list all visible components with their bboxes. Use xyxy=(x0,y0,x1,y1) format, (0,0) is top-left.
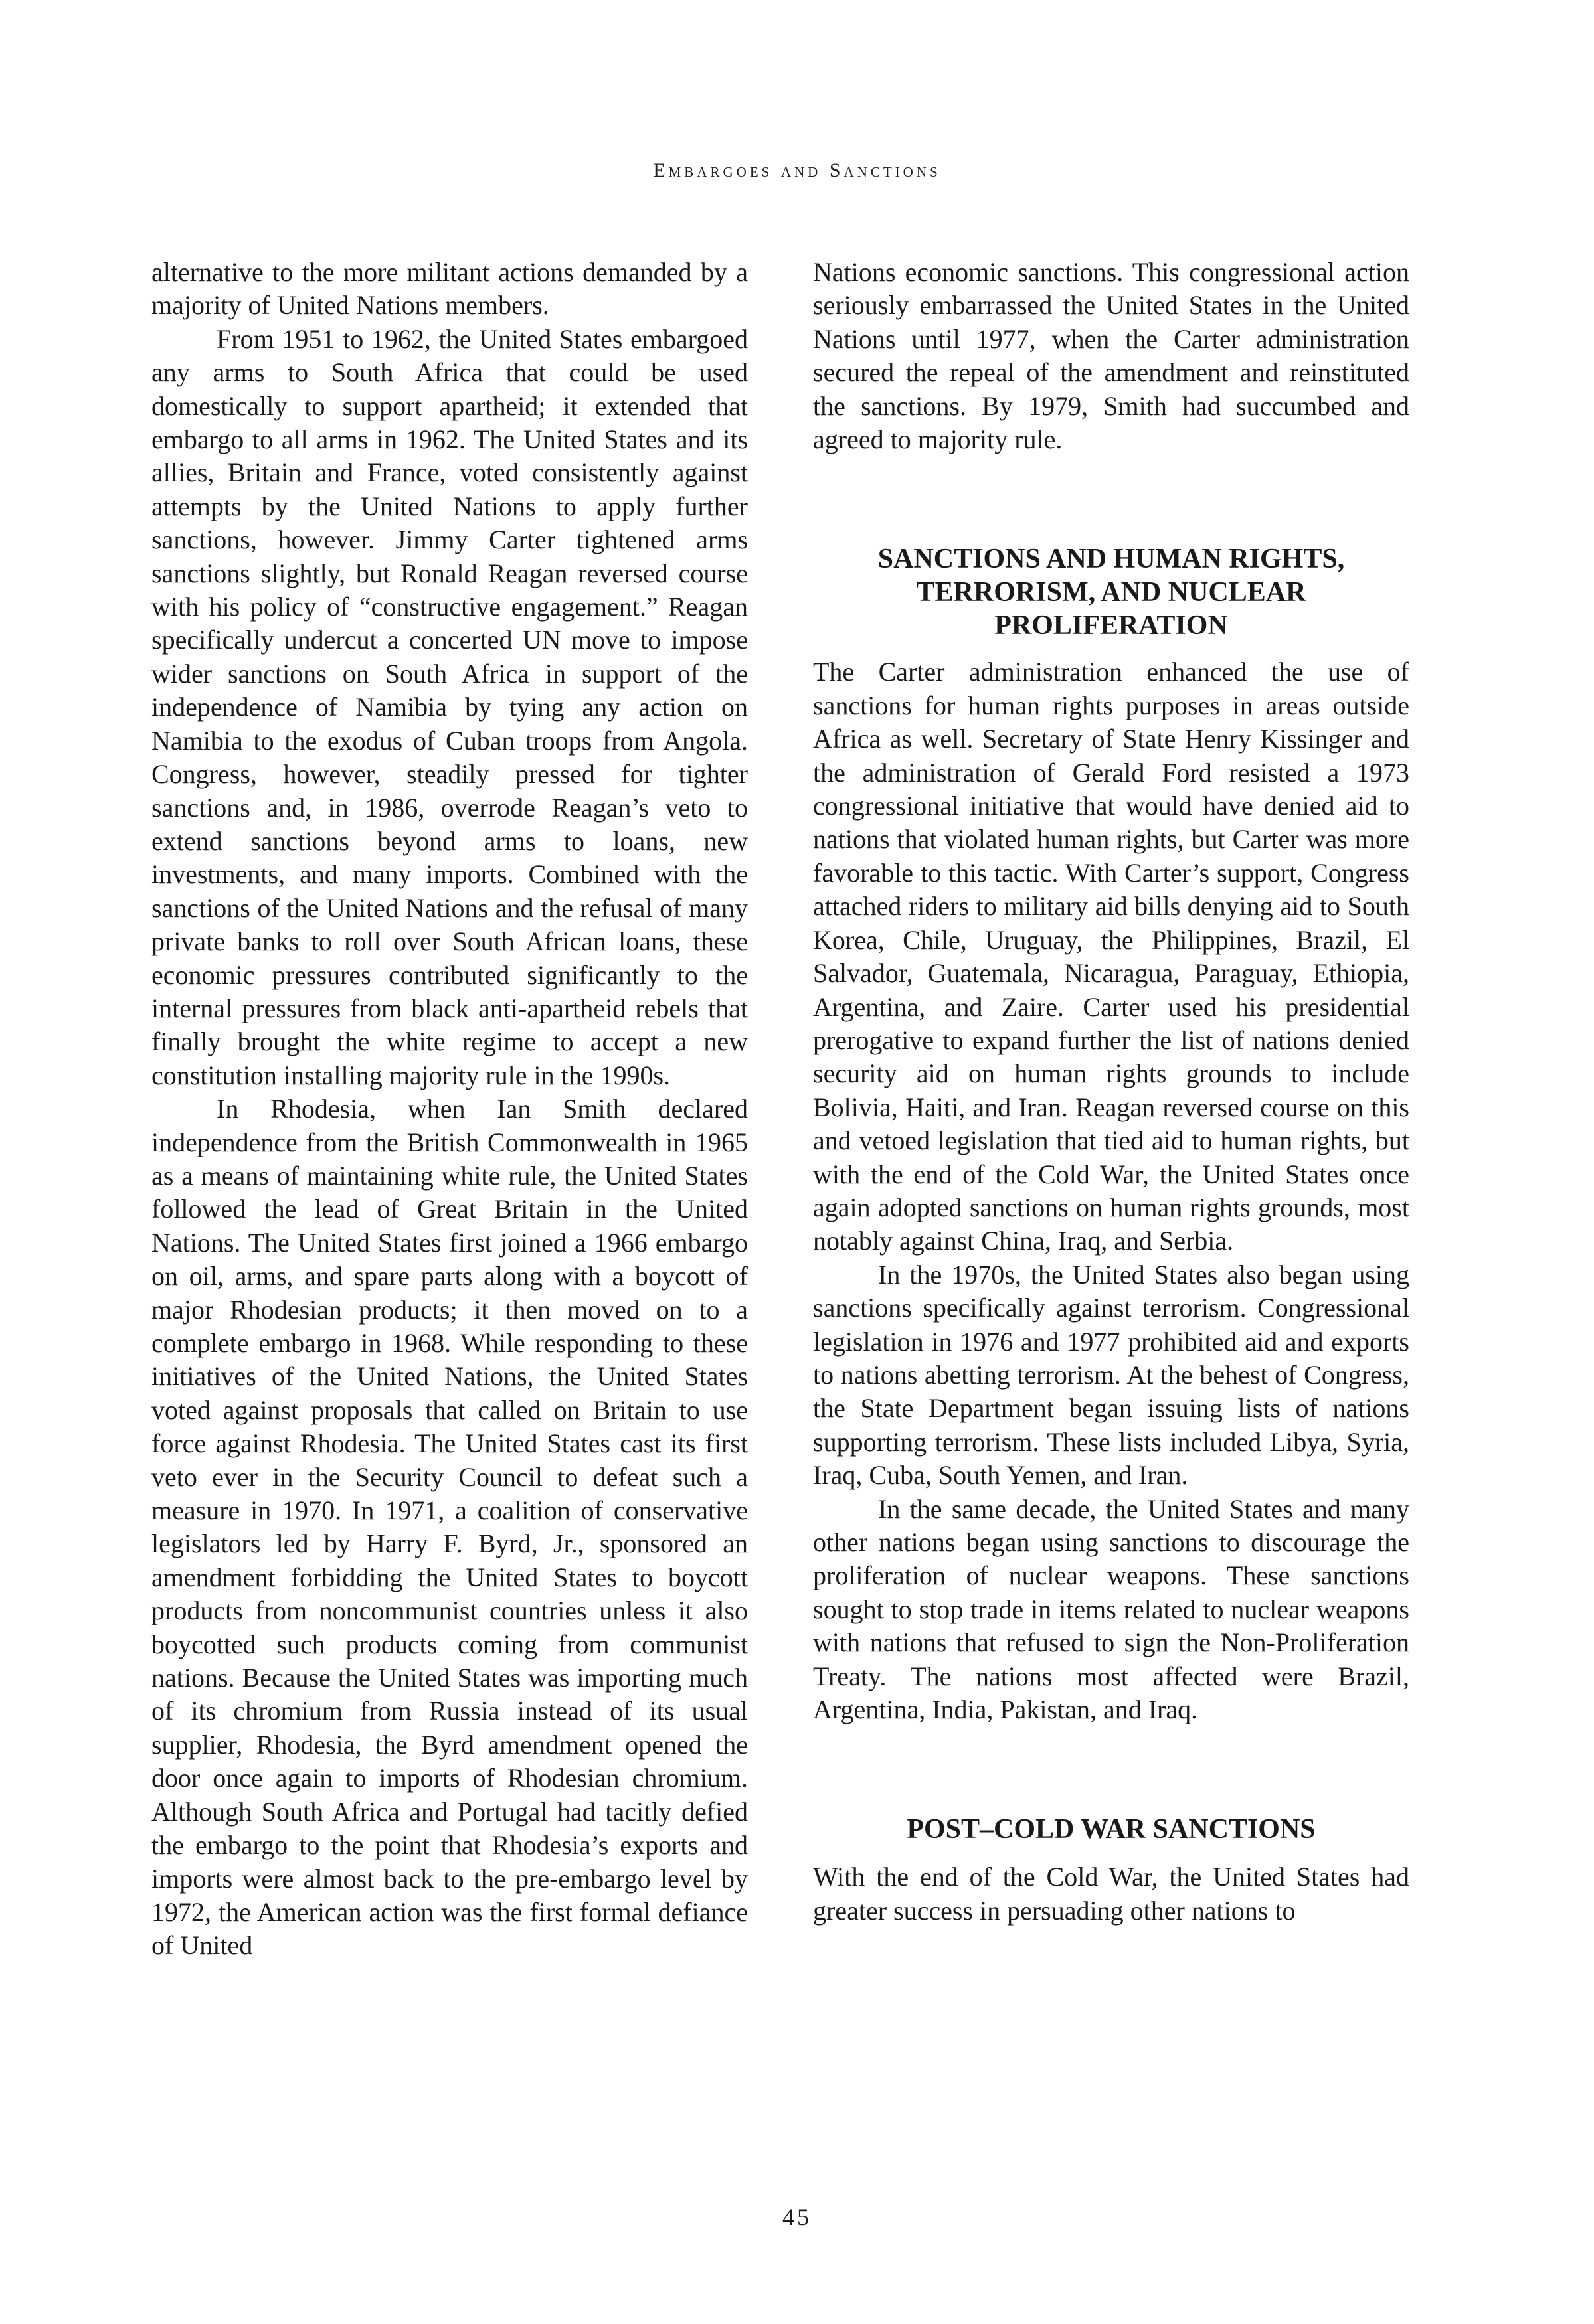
section-heading-post-cold-war: POST–COLD WAR SANCTIONS xyxy=(907,1814,1316,1845)
body-paragraph: alternative to the more militant actions demanded by a majority of United Nations members. xyxy=(151,257,748,321)
heading-line: TERRORISM, AND NUCLEAR xyxy=(916,577,1306,608)
body-paragraph: From 1951 to 1962, the United States embargoed any arms to South Africa that could be used domestically to support apartheid; it extended that embargo to all arms in 1962. The United States and its allies, Britain and France, voted consistently against attempts by the United Nations to apply further sanctions, however. Jimmy Carter tightened arms sanctions slightly, but Ronald Reagan reversed course with his policy of “constructive engagement.” Reagan specifically undercut a concerted UN move to impose wider sanctions on South Africa in support of the independence of Namibia by tying any action on Namibia to the exodus of Cuban troops from Angola. Congress, however, steadily pressed for tighter sanctions and, in 1986, overrode Reagan’s veto to extend sanctions beyond arms to loans, new investments, and many imports. Combined with the sanctions of the United Nations and the refusal of many private banks to roll over South African loans, these economic pressures contributed significantly to the internal pressures from black anti-apartheid rebels that finally brought the white regime to accept a new constitution installing majority rule in the 1990s. xyxy=(151,323,748,1090)
body-paragraph: Nations economic sanctions. This congressional action seriously embarrassed the United States in the United Nations until 1977, when the Carter administration secured the repeal of the amendment and reinstituted the sanctions. By 1979, Smith had succumbed and agreed to majority rule. xyxy=(813,257,1409,455)
page-number: 45 xyxy=(782,2204,812,2230)
body-paragraph: In the 1970s, the United States also began using sanctions specifically against terrorism. Congressional legislation in 1976 and 1977 prohibited aid and exports to nations abetting terrorism. At the behest of Congress, the State Department began issuing lists of nations supporting terrorism. These lists included Libya, Syria, Iraq, Cuba, South Yemen, and Iran. xyxy=(813,1259,1409,1491)
section-heading-human-rights xyxy=(813,542,1409,642)
heading-line: PROLIFERATION xyxy=(994,610,1228,641)
running-head: Embargoes and Sanctions xyxy=(653,159,941,181)
left-column xyxy=(151,256,748,1963)
body-paragraph: In the same decade, the United States and many other nations began using sanctions to discourage the proliferation of nuclear weapons. These sanctions sought to stop trade in items related to nuclear weapons with nations that refused to sign the Non-Proliferation Treaty. The nations most affected were Brazil, Argentina, India, Pakistan, and Iraq. xyxy=(813,1493,1409,1725)
right-column xyxy=(813,256,1409,1928)
body-paragraph: In Rhodesia, when Ian Smith declared independence from the British Commonwealth in 1965 as a means of maintaining white rule, the United States followed the lead of Great Britain in the United Nations. The United States first joined a 1966 embargo on oil, arms, and spare parts along with a boycott of major Rhodesian products; it then moved on to a complete embargo in 1968. While responding to these initiatives of the United Nations, the United States voted against proposals that called on Britain to use force against Rhodesia. The United States cast its first veto ever in the Security Council to defeat such a measure in 1970. In 1971, a coalition of conservative legislators led by Harry F. Byrd, Jr., sponsored an amendment forbidding the United States to boycott products from noncommunist countries unless it also boycotted such products coming from communist nations. Because the United States was importing much of its chromium from Russia instead of its usual supplier, Rhodesia, the Byrd amendment opened the door once again to imports of Rhodesian chromium. Although South Africa and Portugal had tacitly defied the embargo to the point that Rhodesia’s exports and imports were almost back to the pre-embargo level by 1972, the American action was the first formal defiance of United xyxy=(151,1094,748,1961)
body-paragraph: With the end of the Cold War, the United States had greater success in persuading other nations to xyxy=(813,1862,1409,1926)
body-paragraph: The Carter administration enhanced the use of sanctions for human rights purposes in areas outside Africa as well. Secretary of State Henry Kissinger and the administration of Gerald Ford resisted a 1973 congressional initiative that would have denied aid to nations that violated human rights, but Carter was more favorable to this tactic. With Carter’s support, Congress attached riders to military aid bills denying aid to South Korea, Chile, Uruguay, the Philippines, Brazil, El Salvador, Guatemala, Nicaragua, Paraguay, Ethiopia, Argentina, and Zaire. Carter used his presidential prerogative to expand further the list of nations denied security aid on human rights grounds to include Bolivia, Haiti, and Iran. Reagan reversed course on this and vetoed legislation that tied aid to human rights, but with the end of the Cold War, the United States once again adopted sanctions on human rights grounds, most notably against China, Iraq, and Serbia. xyxy=(813,657,1409,1256)
heading-line: SANCTIONS AND HUMAN RIGHTS, xyxy=(877,544,1345,575)
